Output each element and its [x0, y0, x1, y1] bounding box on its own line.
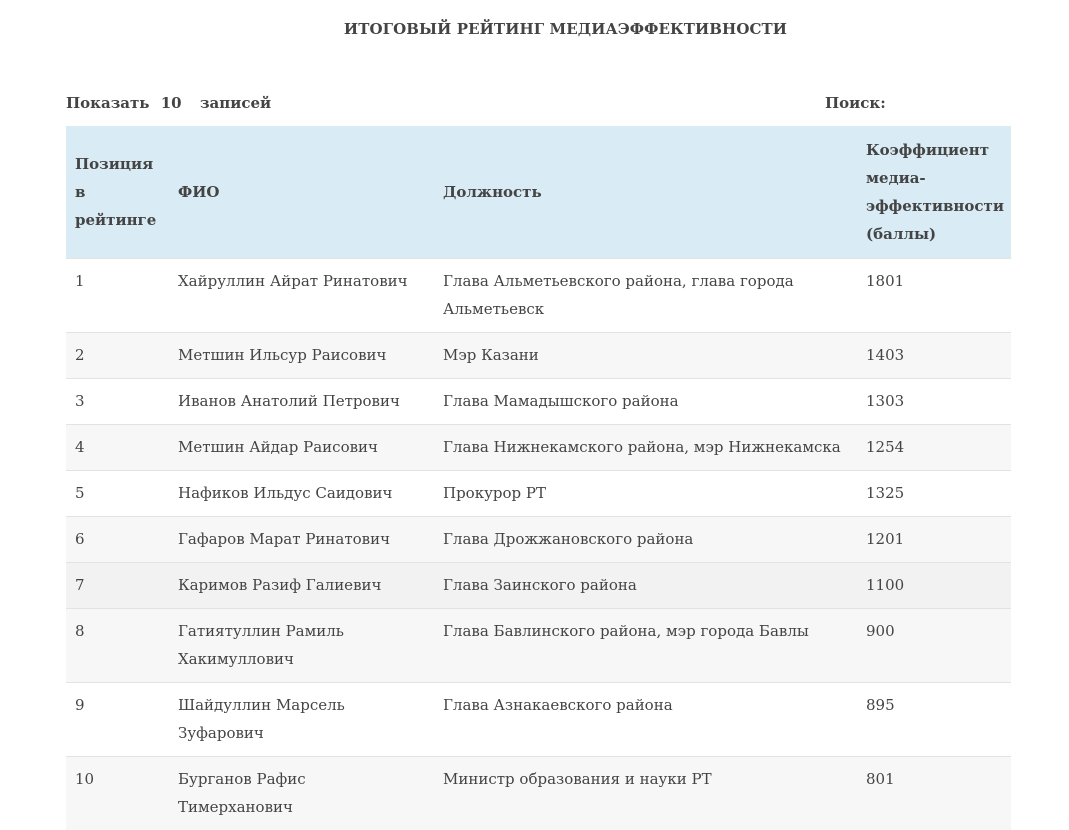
cell-position: 9 — [66, 683, 169, 757]
cell-name: Гатиятуллин Рамиль Хакимуллович — [169, 609, 434, 683]
cell-name: Шайдуллин Марсель Зуфарович — [169, 683, 434, 757]
cell-position: 10 — [66, 757, 169, 830]
cell-position: 8 — [66, 609, 169, 683]
table-row — [66, 609, 1011, 683]
cell-name: Метшин Айдар Раисович — [169, 425, 434, 471]
cell-name: Гафаров Марат Ринатович — [169, 517, 434, 563]
cell-score: 1201 — [857, 517, 1011, 563]
cell-name: Метшин Ильсур Раисович — [169, 333, 434, 379]
show-label: Показать — [66, 94, 150, 112]
column-header-score[interactable]: Коэффициент медиа-эффективности (баллы) — [857, 126, 1011, 259]
table-header-row — [66, 126, 1011, 259]
table-row — [66, 563, 1011, 609]
table-row — [66, 683, 1011, 757]
cell-role: Прокурор РТ — [434, 471, 857, 517]
cell-name: Нафиков Ильдус Саидович — [169, 471, 434, 517]
cell-name: Каримов Разиф Галиевич — [169, 563, 434, 609]
cell-role: Глава Дрожжановского района — [434, 517, 857, 563]
page-title: ИТОГОВЫЙ РЕЙТИНГ МЕДИАЭФФЕКТИВНОСТИ — [0, 20, 1069, 38]
table-row — [66, 757, 1011, 830]
table-row — [66, 425, 1011, 471]
page-length-control — [66, 94, 271, 112]
cell-score: 900 — [857, 609, 1011, 683]
cell-score: 895 — [857, 683, 1011, 757]
search-control — [825, 94, 886, 112]
cell-name: Хайруллин Айрат Ринатович — [169, 259, 434, 333]
cell-position: 4 — [66, 425, 169, 471]
table-row — [66, 333, 1011, 379]
cell-score: 1801 — [857, 259, 1011, 333]
cell-role: Глава Нижнекамского района, мэр Нижнекамска — [434, 425, 857, 471]
search-input[interactable] — [887, 91, 1011, 115]
table-row — [66, 517, 1011, 563]
cell-score: 1403 — [857, 333, 1011, 379]
cell-score: 1100 — [857, 563, 1011, 609]
cell-score: 1325 — [857, 471, 1011, 517]
search-label: Поиск: — [825, 94, 886, 112]
cell-position: 7 — [66, 563, 169, 609]
page-length-select[interactable]: 10 — [161, 94, 195, 112]
column-header-position[interactable]: Позиция в рейтинге — [66, 126, 169, 259]
rating-table — [66, 126, 1011, 830]
records-label: записей — [200, 94, 271, 112]
column-header-role[interactable]: Должность — [434, 126, 857, 259]
table-row — [66, 471, 1011, 517]
cell-role: Глава Заинского района — [434, 563, 857, 609]
cell-role: Мэр Казани — [434, 333, 857, 379]
cell-role: Глава Мамадышского района — [434, 379, 857, 425]
cell-name: Бурганов Рафис Тимерханович — [169, 757, 434, 830]
table-controls — [66, 94, 1011, 116]
cell-role: Глава Азнакаевского района — [434, 683, 857, 757]
cell-position: 6 — [66, 517, 169, 563]
cell-position: 3 — [66, 379, 169, 425]
cell-role: Глава Бавлинского района, мэр города Бавлы — [434, 609, 857, 683]
cell-score: 801 — [857, 757, 1011, 830]
cell-role: Глава Альметьевского района, глава города Альметьевск — [434, 259, 857, 333]
table-row — [66, 259, 1011, 333]
cell-position: 5 — [66, 471, 169, 517]
cell-name: Иванов Анатолий Петрович — [169, 379, 434, 425]
cell-role: Министр образования и науки РТ — [434, 757, 857, 830]
cell-score: 1303 — [857, 379, 1011, 425]
cell-position: 2 — [66, 333, 169, 379]
column-header-name[interactable]: ФИО — [169, 126, 434, 259]
table-row — [66, 379, 1011, 425]
cell-position: 1 — [66, 259, 169, 333]
cell-score: 1254 — [857, 425, 1011, 471]
